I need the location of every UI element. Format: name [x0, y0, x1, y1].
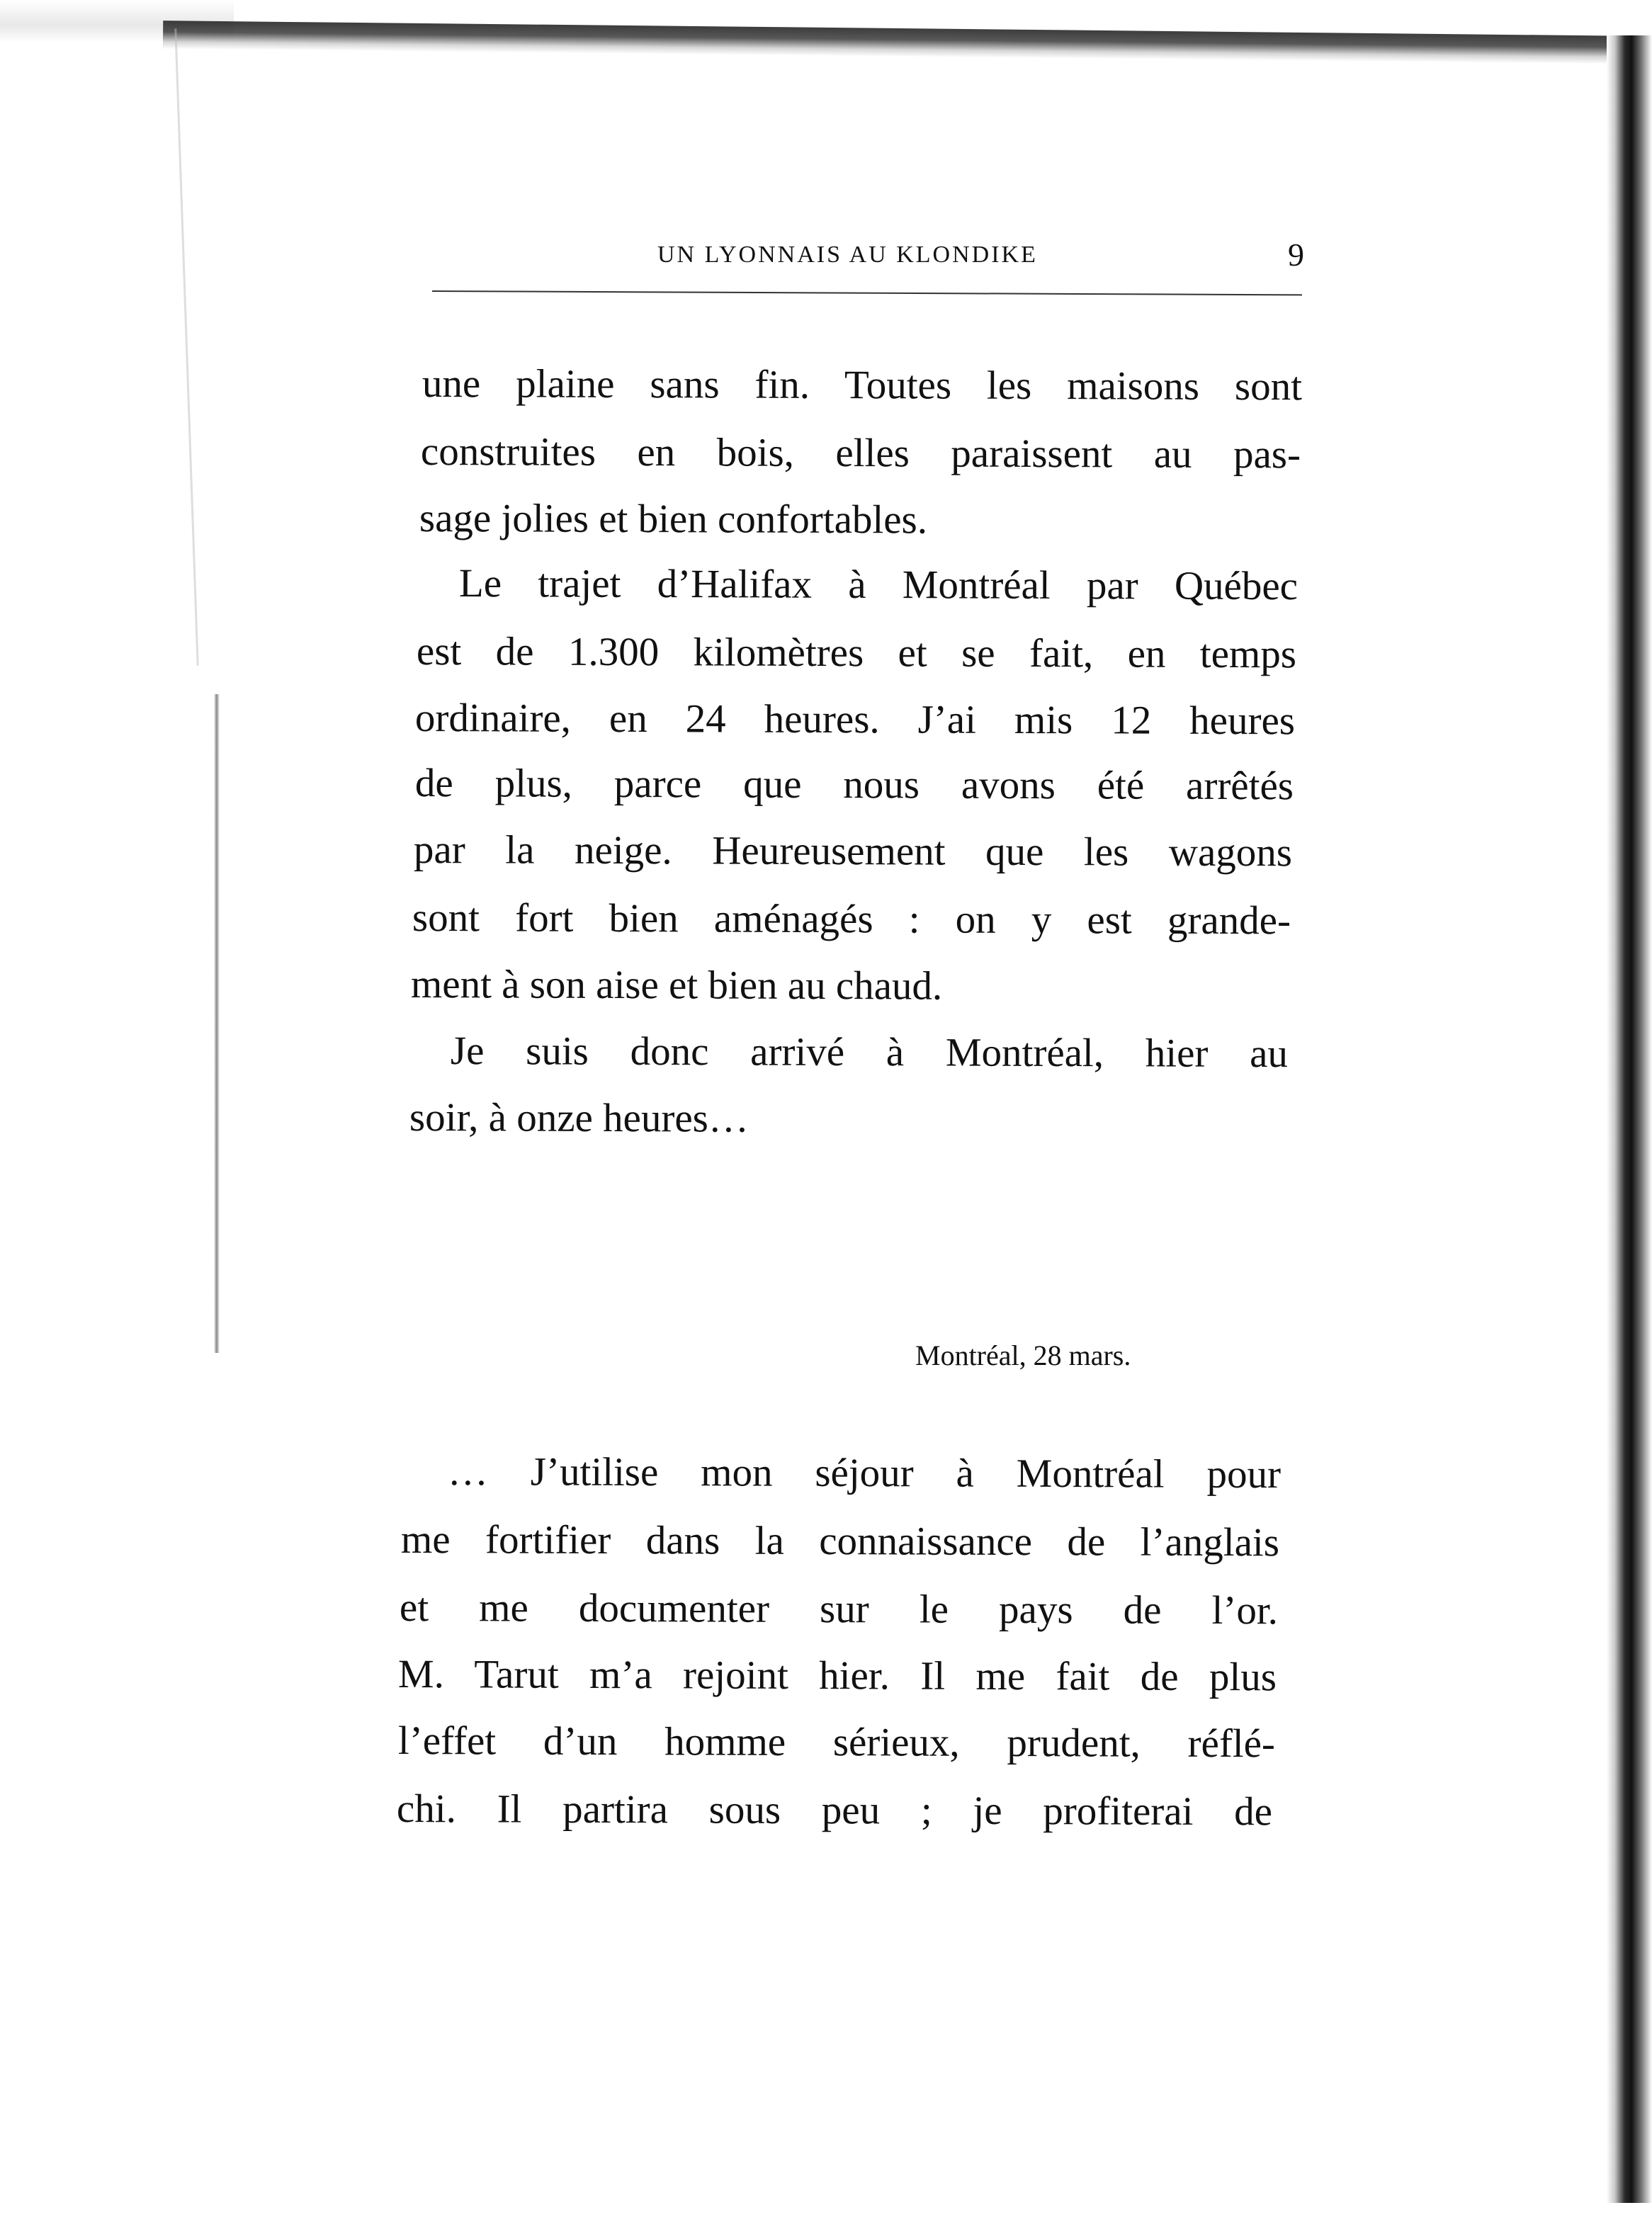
text-line: Je suis donc arrivé à Montréal, hier au — [450, 1028, 1289, 1077]
running-header — [432, 236, 1318, 278]
text-line: sont fort bien aménagés : on y est grande- — [412, 895, 1291, 944]
binding-crease — [214, 694, 220, 1353]
text-line: une plaine sans fin. Toutes les maisons sont — [422, 361, 1303, 409]
running-title: UN LYONNAIS AU KLONDIKE — [657, 242, 1038, 268]
page-number: 9 — [1288, 237, 1304, 273]
text-line: … J’utilise mon séjour à Montréal pour — [447, 1449, 1282, 1497]
text-line: construites en bois, elles paraissent au pas- — [420, 429, 1301, 477]
text-line: ordinaire, en 24 heures. J’ai mis 12 heures — [414, 696, 1296, 744]
text-line: ment à son aise et bien au chaud. — [410, 962, 943, 1009]
text-line: de plus, parce que nous avons été arrêtés — [414, 761, 1294, 809]
text-line: et me documenter sur le pays de l’or. — [399, 1585, 1279, 1633]
text-line: soir, à onze heures… — [409, 1095, 749, 1141]
text-line: l’effet d’un homme sérieux, prudent, réflé- — [397, 1718, 1276, 1767]
scan-right-edge — [1607, 35, 1652, 2203]
text-line: sage jolies et bien confortables. — [419, 496, 928, 543]
text-line: me fortifier dans la connaissance de l’anglais — [400, 1517, 1280, 1565]
text-line: est de 1.300 kilomètres et se fait, en temps — [416, 629, 1297, 677]
text-line: Le trajet d’Halifax à Montréal par Québec — [458, 561, 1299, 609]
dateline: Montréal, 28 mars. — [915, 1339, 1131, 1371]
text-line: chi. Il partira sous peu ; je profiterai de — [396, 1786, 1273, 1835]
text-line: par la neige. Heureusement que les wagons — [413, 827, 1293, 876]
text-line: M. Tarut m’a rejoint hier. Il me fait de plus — [397, 1652, 1277, 1700]
